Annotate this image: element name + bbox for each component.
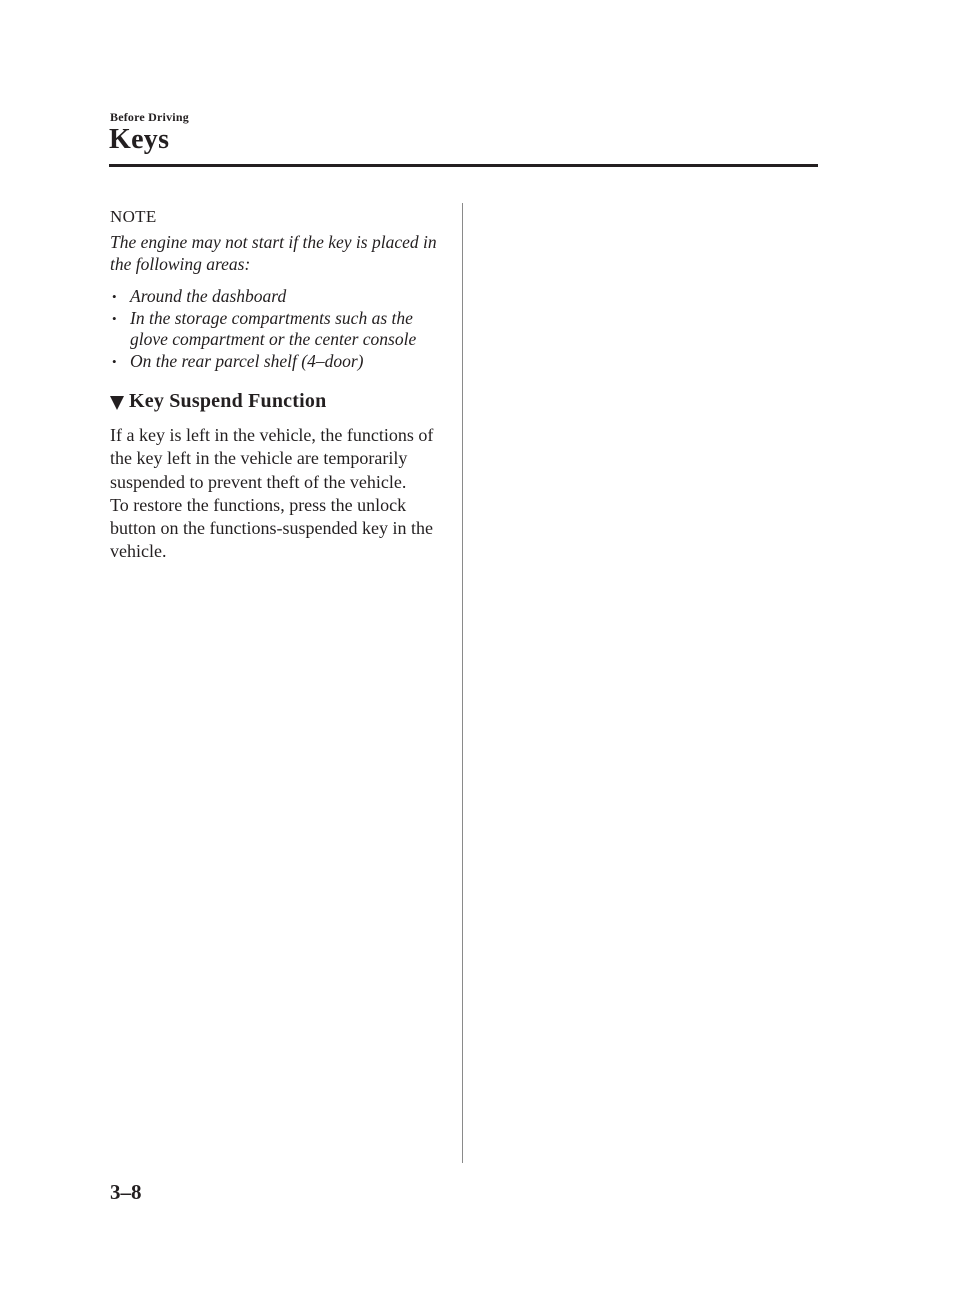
list-item-text: In the storage compartments such as the glove compartment or the center console (130, 307, 417, 349)
section-label: Before Driving (110, 110, 189, 124)
list-item (110, 308, 455, 351)
paragraph: If a key is left in the vehicle, the functions of the key left in the vehicle are temporarily suspended to prevent theft of the vehicle. (110, 425, 434, 492)
note-heading: NOTE (110, 207, 157, 226)
note-list (110, 286, 455, 372)
page-number: 3–8 (110, 1180, 142, 1204)
triangle-down-icon (110, 396, 124, 410)
header-rule (109, 164, 818, 167)
chapter-title: Keys (109, 124, 170, 155)
bullet-icon: • (112, 310, 117, 326)
subsection-body (110, 424, 455, 564)
column-divider (462, 203, 463, 1163)
bullet-icon: • (112, 289, 117, 304)
list-item (110, 351, 455, 373)
list-item-text: Around the dashboard (130, 286, 287, 306)
bullet-icon: • (112, 353, 117, 369)
paragraph: To restore the functions, press the unlock button on the functions-suspended key in the vehicle. (110, 494, 433, 562)
list-item-text: On the rear parcel shelf (4–door) (130, 350, 364, 371)
list-item (110, 286, 455, 308)
subsection-header (110, 390, 455, 413)
subsection-title: Key Suspend Function (129, 390, 327, 412)
left-column (110, 206, 455, 564)
note-intro: The engine may not start if the key is placed in the following areas: (110, 232, 437, 274)
